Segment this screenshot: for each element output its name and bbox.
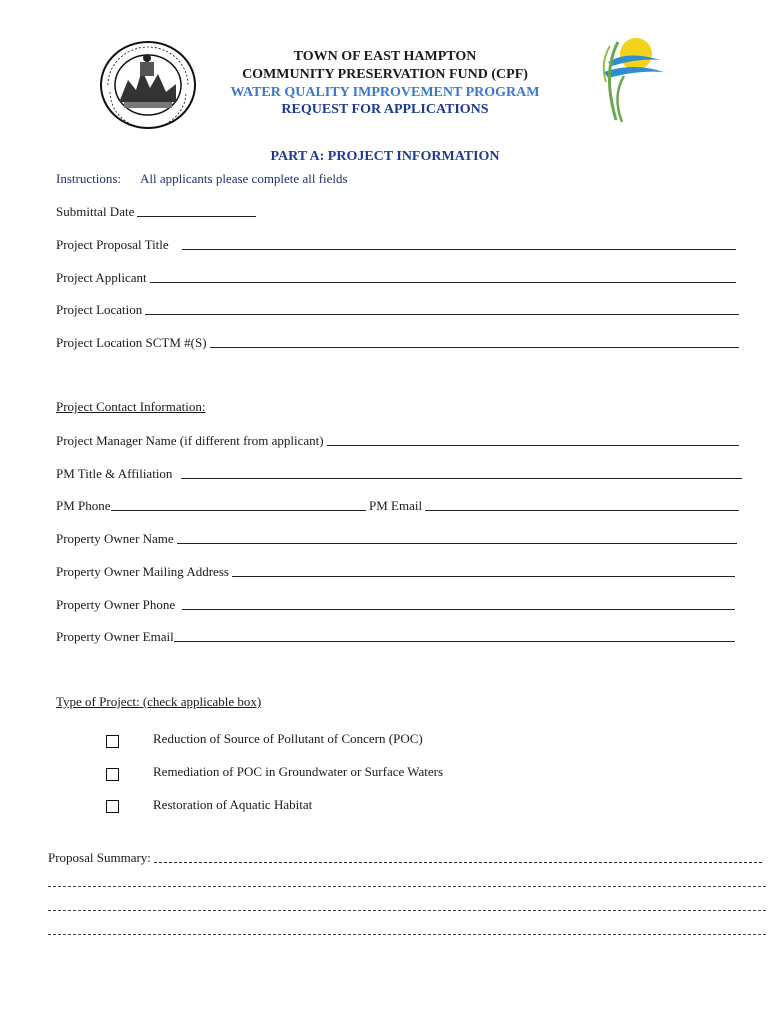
owner-email-field[interactable] bbox=[56, 627, 735, 645]
poc-remediation-label: Remediation of POC in Groundwater or Surface Waters bbox=[153, 764, 444, 779]
manager-name-input[interactable] bbox=[327, 431, 739, 446]
habitat-restoration-label: Restoration of Aquatic Habitat bbox=[153, 797, 313, 812]
habitat-restoration-checkbox[interactable] bbox=[106, 800, 119, 813]
proposal-summary-label: Proposal Summary: bbox=[48, 850, 151, 865]
applicant-input[interactable] bbox=[150, 268, 736, 283]
owner-email-input[interactable] bbox=[174, 627, 735, 642]
pm-email-label: PM Email bbox=[369, 498, 423, 513]
owner-address-field[interactable] bbox=[56, 562, 735, 580]
proposal-summary-input[interactable] bbox=[154, 848, 762, 863]
owner-name-label: Property Owner Name bbox=[56, 531, 174, 546]
header-program: WATER QUALITY IMPROVEMENT PROGRAM bbox=[230, 85, 540, 100]
owner-name-input[interactable] bbox=[177, 529, 737, 544]
header-rfa: REQUEST FOR APPLICATIONS bbox=[281, 102, 489, 117]
proposal-title-label: Project Proposal Title bbox=[56, 237, 169, 252]
owner-name-field[interactable] bbox=[56, 529, 737, 547]
summary-line-4[interactable] bbox=[48, 934, 766, 935]
sctm-label: Project Location SCTM #(S) bbox=[56, 335, 207, 350]
applicant-field[interactable] bbox=[56, 268, 736, 286]
pm-email-input[interactable] bbox=[425, 496, 739, 511]
contact-heading: Project Contact Information: bbox=[56, 399, 206, 414]
pm-phone-label: PM Phone bbox=[56, 498, 111, 513]
location-field[interactable] bbox=[56, 300, 739, 318]
submittal-date-field[interactable] bbox=[56, 202, 256, 220]
proposal-summary-field[interactable] bbox=[48, 848, 762, 866]
pm-phone-field[interactable] bbox=[56, 496, 366, 514]
part-a-title: PART A: PROJECT INFORMATION bbox=[270, 149, 500, 164]
header-town: TOWN OF EAST HAMPTON bbox=[293, 49, 477, 64]
pm-title-field[interactable] bbox=[56, 464, 742, 482]
sctm-input[interactable] bbox=[210, 333, 739, 348]
location-input[interactable] bbox=[145, 300, 739, 315]
poc-reduction-checkbox[interactable] bbox=[106, 735, 119, 748]
poc-remediation-checkbox[interactable] bbox=[106, 768, 119, 781]
pm-phone-input[interactable] bbox=[111, 496, 366, 511]
submittal-date-label: Submittal Date bbox=[56, 204, 135, 219]
owner-phone-label: Property Owner Phone bbox=[56, 597, 176, 612]
pm-title-label: PM Title & Affiliation bbox=[56, 466, 173, 481]
instructions-text: All applicants please complete all fields bbox=[140, 171, 348, 186]
summary-line-3[interactable] bbox=[48, 910, 766, 911]
pm-email-field[interactable] bbox=[369, 496, 739, 514]
submittal-date-input[interactable] bbox=[137, 202, 256, 217]
location-label: Project Location bbox=[56, 302, 143, 317]
owner-address-label: Property Owner Mailing Address bbox=[56, 564, 229, 579]
proposal-title-field[interactable] bbox=[56, 235, 736, 253]
applicant-label: Project Applicant bbox=[56, 270, 147, 285]
summary-line-2[interactable] bbox=[48, 886, 766, 887]
pm-title-input[interactable] bbox=[181, 464, 742, 479]
project-type-heading: Type of Project: (check applicable box) bbox=[56, 694, 262, 709]
manager-name-label: Project Manager Name (if different from applicant) bbox=[56, 433, 324, 448]
instructions-label: Instructions: bbox=[56, 171, 121, 186]
poc-reduction-label: Reduction of Source of Pollutant of Concern (POC) bbox=[153, 731, 423, 746]
owner-phone-input[interactable] bbox=[182, 595, 735, 610]
sctm-field[interactable] bbox=[56, 333, 739, 351]
header-fund: COMMUNITY PRESERVATION FUND (CPF) bbox=[242, 67, 528, 82]
owner-address-input[interactable] bbox=[232, 562, 735, 577]
owner-phone-field[interactable] bbox=[56, 595, 735, 613]
manager-name-field[interactable] bbox=[56, 431, 739, 449]
proposal-title-input[interactable] bbox=[182, 235, 736, 250]
owner-email-label: Property Owner Email bbox=[56, 629, 174, 644]
